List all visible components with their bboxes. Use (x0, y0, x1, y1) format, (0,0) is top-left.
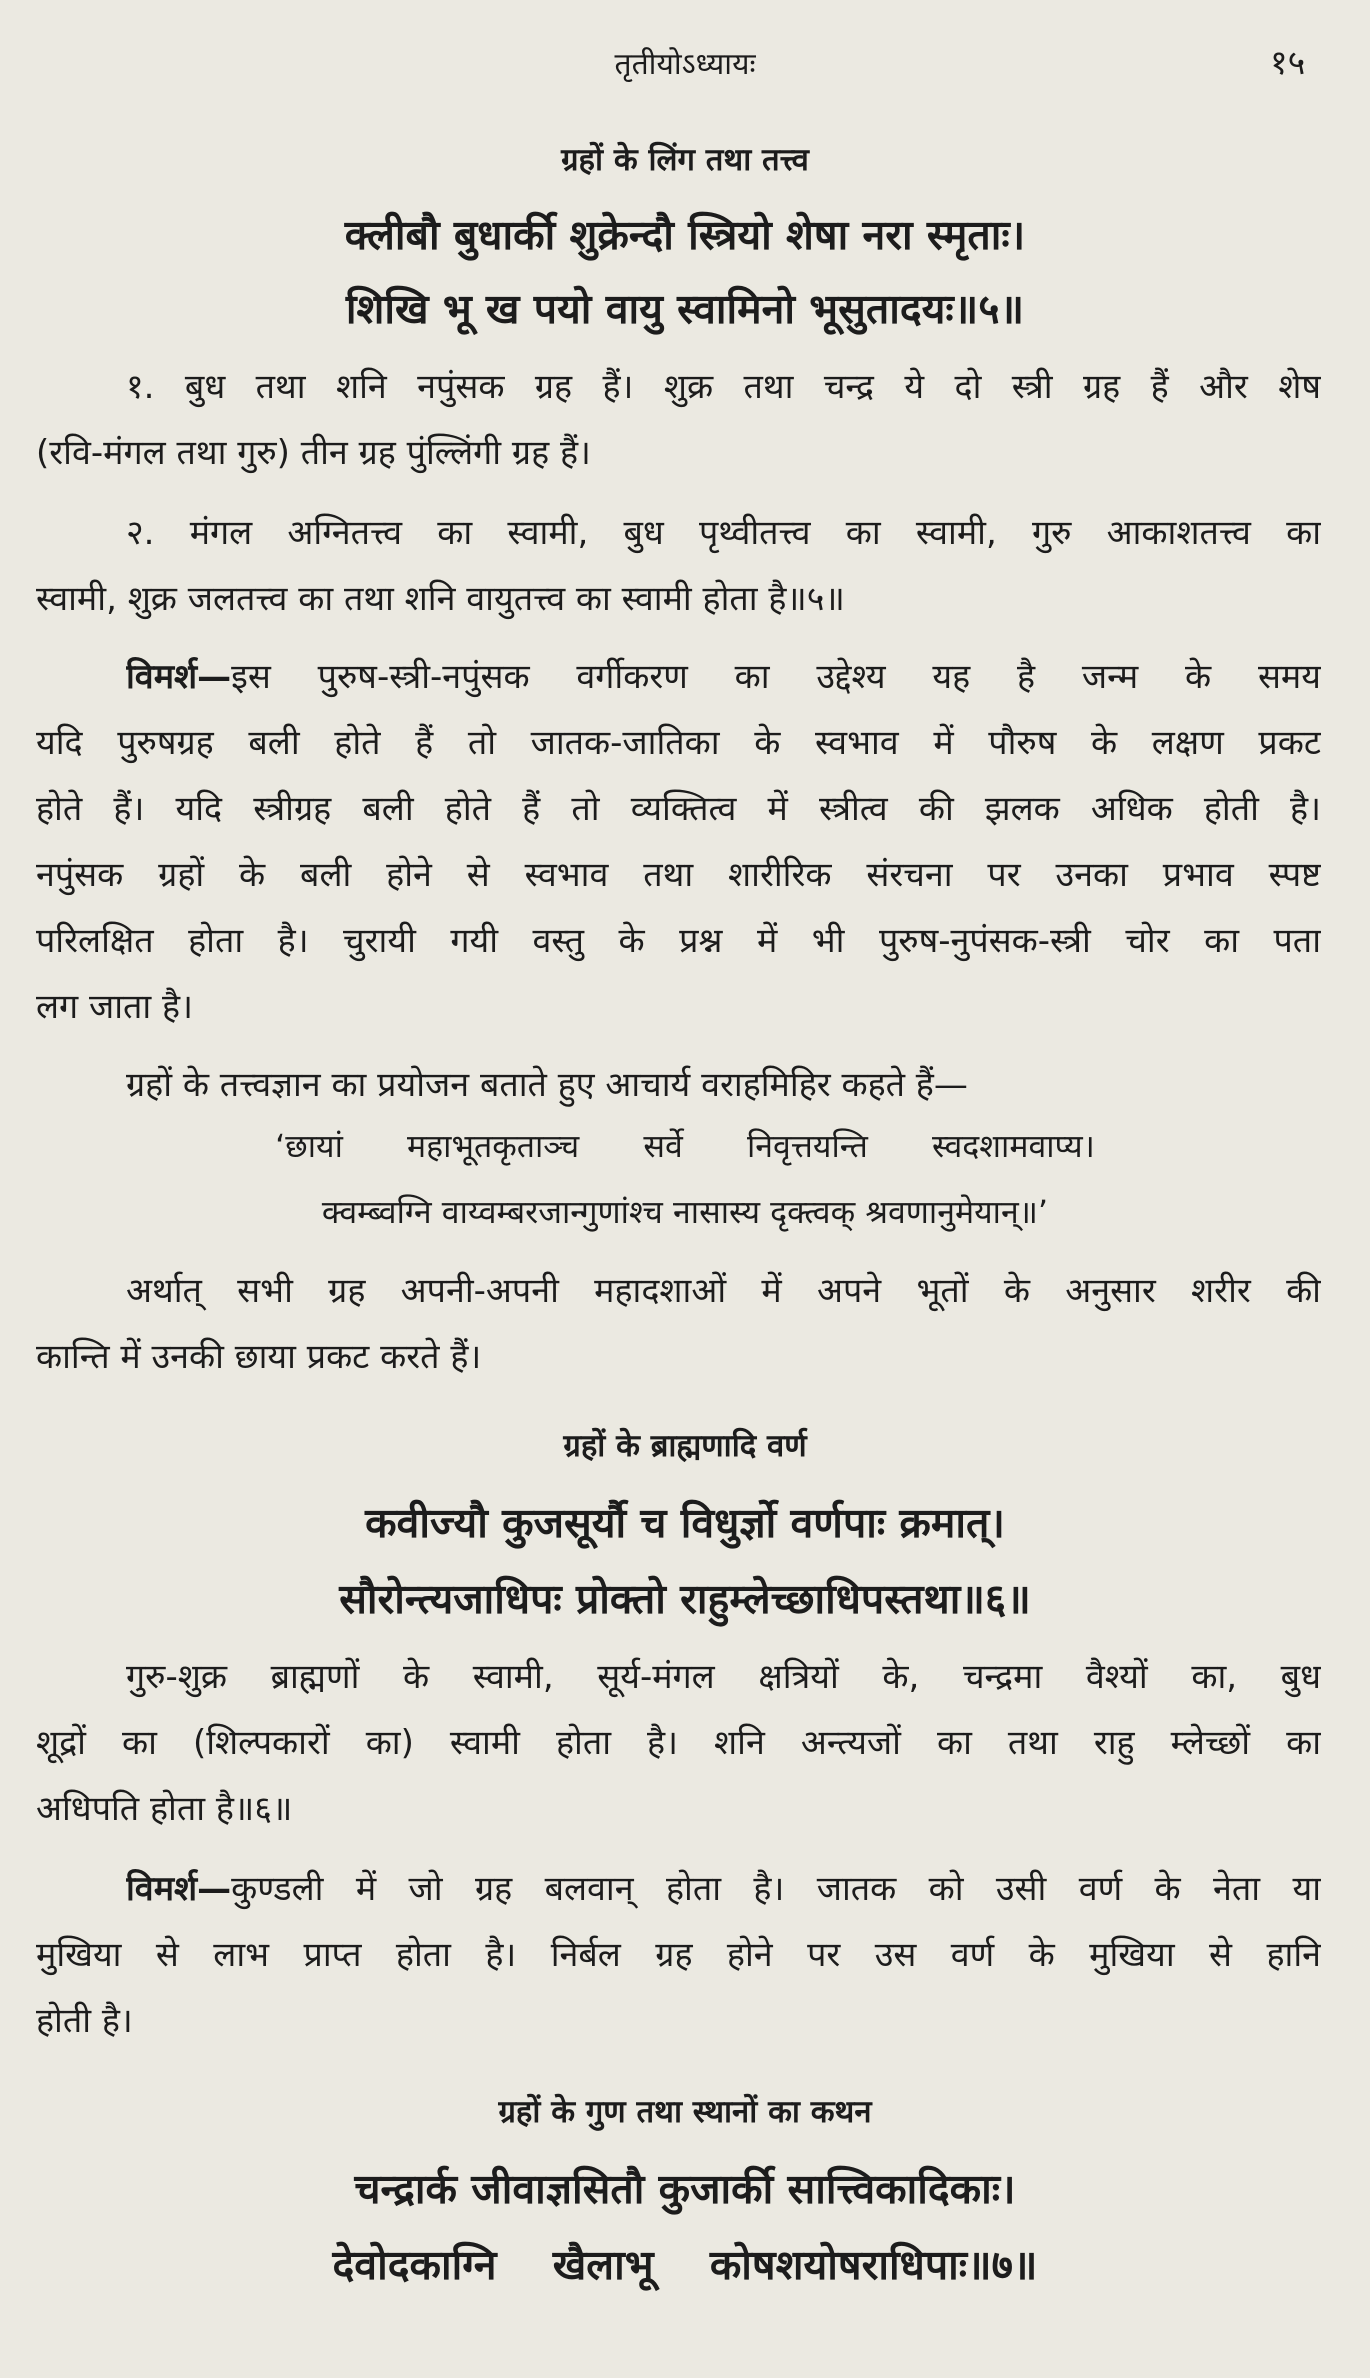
page-number: १५ (1270, 43, 1306, 83)
verse-line: देवोदकाग्नि खैलाभू कोषशयोषराधिपाः॥७॥ (332, 2241, 1038, 2289)
paragraph-line: स्वामी, शुक्र जलतत्त्व का तथा शनि वायुतत्त्व का स्वामी होता है॥५॥ (36, 579, 845, 619)
vimarsh-line (126, 652, 1321, 704)
quoted-verse-line: ‘छायां महाभूतकृताञ्च सर्वे निवृत्तयन्ति स्वदशामवाप्य। (275, 1127, 1095, 1165)
vimarsh-label: विमर्श— (126, 1869, 232, 1909)
vimarsh-label: विमर्श— (126, 657, 232, 697)
verse-line: शिखि भू ख पयो वायु स्वामिनो भूसुतादयः॥५॥ (345, 285, 1025, 333)
paragraph-line: होते हैं। यदि स्त्रीग्रह बली होते हैं तो व्यक्तित्व में स्त्रीत्व की झलक अधिक होती है। (36, 789, 1321, 829)
paragraph-line: नपुंसक ग्रहों के बली होने से स्वभाव तथा शारीरिक संरचना पर उनका प्रभाव स्पष्ट (36, 855, 1321, 895)
verse-line: सौरोन्त्यजाधिपः प्रोक्तो राहुम्लेच्छाधिपस्तथा॥६॥ (339, 1575, 1031, 1623)
section-heading: ग्रहों के ब्राह्मणादि वर्ण (563, 1428, 807, 1464)
verse-line: क्लीबौ बुधार्की शुक्रेन्दौ स्त्रियो शेषा नरा स्मृताः। (344, 211, 1026, 259)
paragraph-line: परिलक्षित होता है। चुरायी गयी वस्तु के प्रश्न में भी पुरुष-नुपंसक-स्त्री चोर का पता (36, 921, 1321, 961)
paragraph-line: होती है। (36, 2001, 133, 2041)
quoted-verse-line: क्वम्ब्वग्नि वाय्वम्बरजान्गुणांश्च नासास्य दृक्त्वक् श्रवणानुमेयान्॥’ (321, 1193, 1049, 1231)
section-heading: ग्रहों के गुण तथा स्थानों का कथन (498, 2094, 872, 2130)
paragraph-line: गुरु-शुक्र ब्राह्मणों के स्वामी, सूर्य-मंगल क्षत्रियों के, चन्द्रमा वैश्यों का, बुध (126, 1657, 1321, 1697)
running-header: तृतीयोऽध्यायः (614, 47, 756, 82)
paragraph-line: शूद्रों का (शिल्पकारों का) स्वामी होता है। शनि अन्त्यजों का तथा राहु म्लेच्छों का (36, 1723, 1321, 1763)
section-heading: ग्रहों के लिंग तथा तत्त्व (561, 142, 809, 178)
paragraph-line: अधिपति होता है॥६॥ (36, 1789, 293, 1829)
paragraph-line: लग जाता है। (36, 987, 193, 1027)
paragraph-line: ग्रहों के तत्त्वज्ञान का प्रयोजन बताते हुए आचार्य वराहमिहिर कहते हैं— (126, 1065, 968, 1105)
paragraph-line: (रवि-मंगल तथा गुरु) तीन ग्रह पुंल्लिंगी ग्रह हैं। (36, 433, 591, 473)
verse-line: कवीज्यौ कुजसूर्यौ च विधुर्ज्ञो वर्णपाः क्रमात्। (365, 1499, 1005, 1547)
vimarsh-text: कुण्डली में जो ग्रह बलवान् होता है। जातक को उसी वर्ण के नेता या (231, 1869, 1321, 1909)
paragraph-line: मुखिया से लाभ प्राप्त होता है। निर्बल ग्रह होने पर उस वर्ण के मुखिया से हानि (36, 1935, 1321, 1975)
paragraph-line: यदि पुरुषग्रह बली होते हैं तो जातक-जातिका के स्वभाव में पौरुष के लक्षण प्रकट (36, 723, 1321, 763)
paragraph-line: अर्थात् सभी ग्रह अपनी-अपनी महादशाओं में अपने भूतों के अनुसार शरीर की (126, 1271, 1321, 1311)
paragraph-line: कान्ति में उनकी छाया प्रकट करते हैं। (36, 1337, 482, 1377)
verse-line: चन्द्रार्क जीवाज्ञसितौ कुजार्की सात्त्विकादिकाः। (354, 2165, 1016, 2213)
vimarsh-text: इस पुरुष-स्त्री-नपुंसक वर्गीकरण का उद्देश्य यह है जन्म के समय (231, 657, 1321, 697)
vimarsh-line (126, 1864, 1321, 1916)
paragraph-line: २. मंगल अग्नितत्त्व का स्वामी, बुध पृथ्वीतत्त्व का स्वामी, गुरु आकाशतत्त्व का (126, 513, 1321, 553)
paragraph-line: १. बुध तथा शनि नपुंसक ग्रह हैं। शुक्र तथा चन्द्र ये दो स्त्री ग्रह हैं और शेष (126, 367, 1321, 407)
